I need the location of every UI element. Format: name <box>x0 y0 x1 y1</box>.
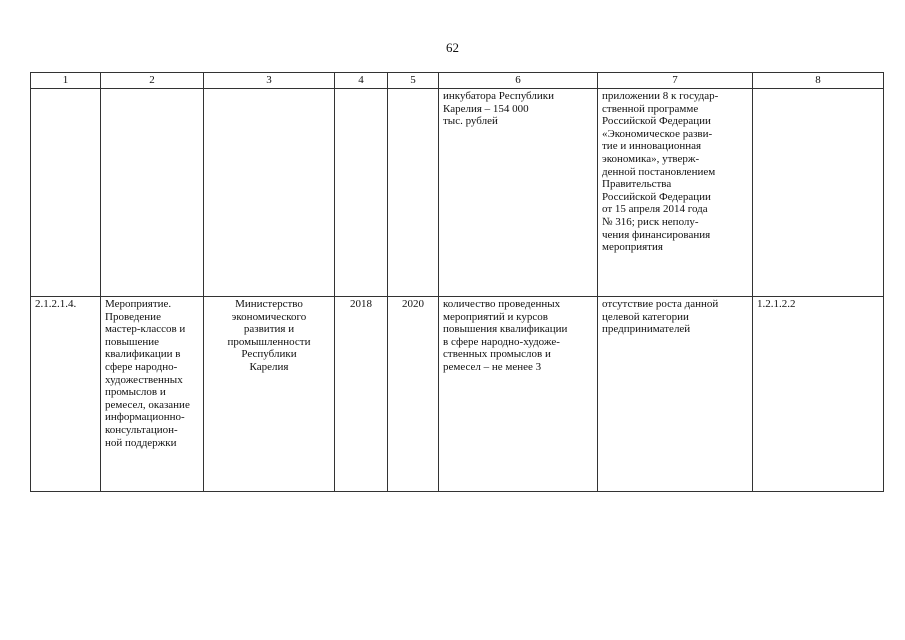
cell-executor <box>204 297 335 492</box>
column-header-1: 1 <box>31 73 101 89</box>
cell-end-year <box>388 89 439 297</box>
cell-text-line: консультацион- <box>105 423 178 436</box>
column-header-7: 7 <box>598 73 753 89</box>
table-row-event <box>31 297 884 492</box>
column-header-8: 8 <box>753 73 884 89</box>
cell-text-line: инкубатора Республики <box>443 90 554 102</box>
cell-text-line: мероприятий и курсов <box>443 310 548 323</box>
cell-text-line: Российской Федерации <box>602 190 711 203</box>
cell-result <box>439 89 598 297</box>
cell-text-line: ной поддержки <box>105 436 177 449</box>
cell-text-line: сфере народно- <box>105 360 178 373</box>
cell-result <box>439 297 598 492</box>
cell-text-line: ственных промыслов и <box>443 348 551 361</box>
cell-text-line: Карелия <box>249 360 289 373</box>
cell-text-line: в сфере народно-художе- <box>443 335 560 348</box>
cell-start-year: 2018 <box>335 297 388 492</box>
cell-text-line: повышения квалификации <box>443 323 568 336</box>
cell-text-line: «Экономическое разви- <box>602 127 713 140</box>
cell-text-line: Проведение <box>105 310 161 323</box>
cell-text-line: мероприятия <box>602 241 663 254</box>
cell-text-line: Карелия – 154 000 <box>443 102 529 115</box>
cell-text-line: ственной программе <box>602 102 699 115</box>
cell-text-line: ремесел, оказание <box>105 398 190 411</box>
cell-text-line: тыс. рублей <box>443 115 498 128</box>
page-number: 62 <box>446 40 459 55</box>
cell-number <box>31 89 101 297</box>
cell-text-line: развития и <box>243 323 295 336</box>
table-header-row <box>31 73 884 89</box>
cell-text-line: целевой категории <box>602 310 689 323</box>
cell-risk <box>598 89 753 297</box>
cell-text-line: отсутствие роста данной <box>602 298 719 310</box>
cell-text-line: экономика», утверж- <box>602 152 700 165</box>
cell-text-line: Мероприятие. <box>105 298 172 310</box>
cell-activity <box>101 297 204 492</box>
cell-indicator <box>753 89 884 297</box>
document-table <box>30 72 884 492</box>
column-header-6: 6 <box>439 73 598 89</box>
cell-text-line: чения финансирования <box>602 228 711 241</box>
cell-text-line: количество проведенных <box>443 298 561 310</box>
cell-text-line: Российской Федерации <box>602 115 711 128</box>
cell-text-line: 2.1.2.1.4. <box>35 298 77 310</box>
cell-indicator: 1.2.1.2.2 <box>753 297 884 492</box>
column-header-5: 5 <box>388 73 439 89</box>
cell-text-line: художественных <box>105 373 183 386</box>
cell-start-year <box>335 89 388 297</box>
cell-text-line: повышение <box>105 335 159 348</box>
column-header-4: 4 <box>335 73 388 89</box>
cell-text-line: № 316; риск неполу- <box>602 215 699 228</box>
table-row-continuation <box>31 89 884 297</box>
cell-text-line: мастер-классов и <box>105 323 186 336</box>
cell-text-line: Министерство <box>235 298 303 310</box>
cell-risk <box>598 297 753 492</box>
cell-text-line: Республики <box>241 348 297 361</box>
cell-text-line: тие и инновационная <box>602 140 702 153</box>
cell-executor <box>204 89 335 297</box>
cell-end-year: 2020 <box>388 297 439 492</box>
cell-text-line: промышленности <box>227 335 311 348</box>
column-header-2: 2 <box>101 73 204 89</box>
column-header-3: 3 <box>204 73 335 89</box>
cell-text-line: денной постановлением <box>602 165 716 178</box>
cell-text-line: предпринимателей <box>602 323 691 336</box>
cell-text-line: информационно- <box>105 411 185 424</box>
cell-activity <box>101 89 204 297</box>
cell-number <box>31 297 101 492</box>
cell-text-line: ремесел – не менее 3 <box>443 360 542 373</box>
cell-text-line: приложении 8 к государ- <box>602 90 719 102</box>
cell-text-line: от 15 апреля 2014 года <box>602 203 708 216</box>
cell-text-line: промыслов и <box>105 386 166 399</box>
cell-text-line: квалификации в <box>105 348 181 361</box>
cell-text-line: Правительства <box>602 178 672 191</box>
cell-text-line: экономического <box>231 310 307 323</box>
